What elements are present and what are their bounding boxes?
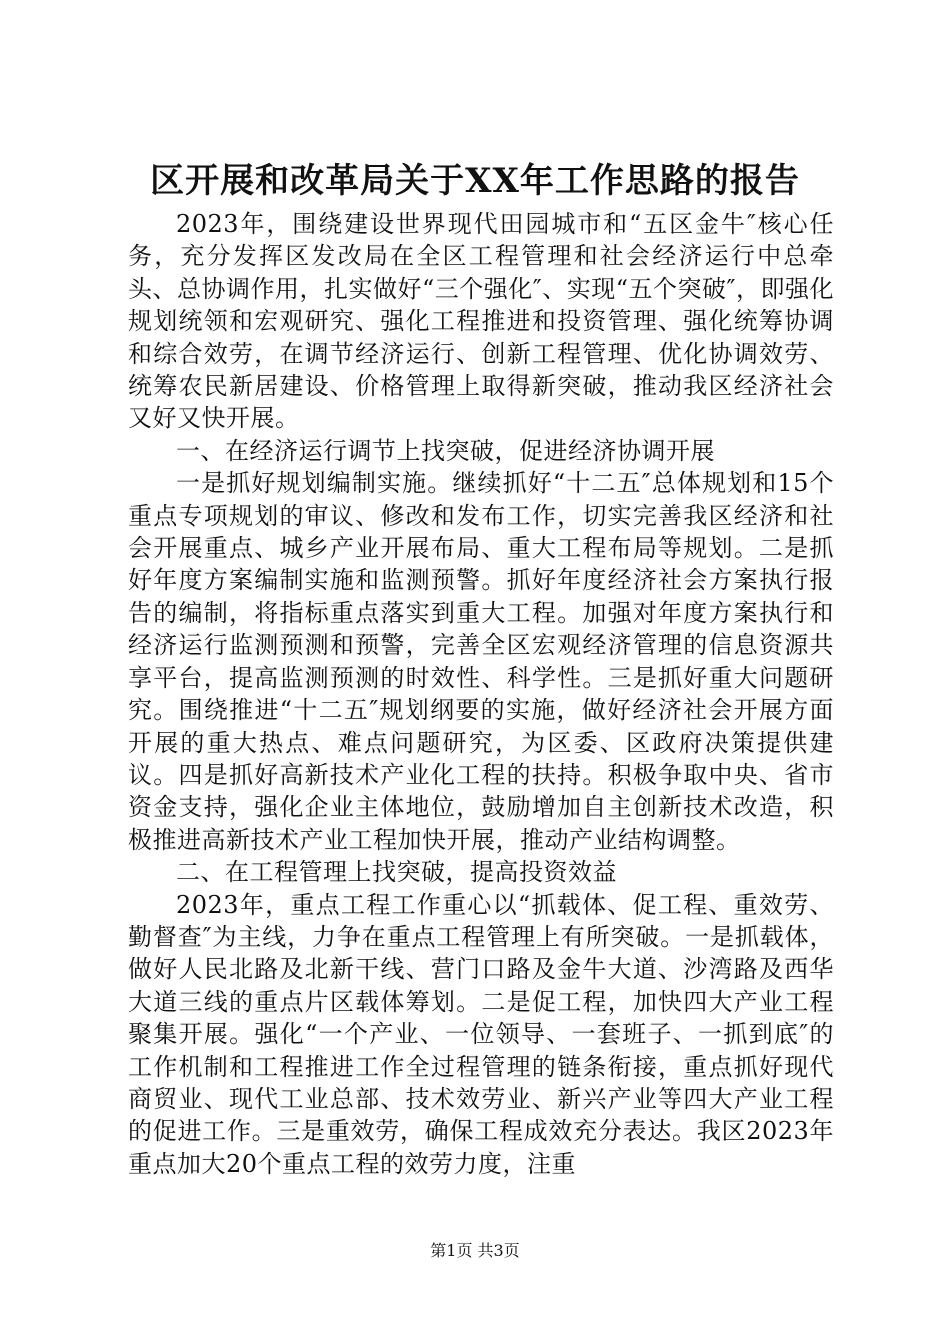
document-title: 区开展和改革局关于XX年工作思路的报告 [150, 161, 800, 201]
page-number-footer: 第1页 共3页 [430, 1241, 520, 1260]
intro-paragraph: 2023年，围绕建设世界现代田园城市和“五区金牛″核心任务，充分发挥区发改局在全区工程管理和社会经济运行中总牵头、总协调作用，扎实做好“三个强化″、实现“五个突破″，即强化规划统领和宏观研究、强化工程推进和投资管理、强化统筹协调和综合效劳，在调节经济运行、创新工程管理、优化协调效劳、统筹农民新居建设、价格管理上取得新突破，推动我区经济社会又好又快开展。 [128, 210, 834, 433]
section-2-paragraph: 2023年，重点工程工作重心以“抓载体、促工程、重效劳、勤督查″为主线，力争在重点工程管理上有所突破。一是抓载体，做好人民北路及北新干线、营门口路及金牛大道、沙湾路及西华大道三线的重点片区载体筹划。二是促工程，加快四大产业工程聚集开展。强化“一个产业、一位领导、一套班子、一抓到底″的工作机制和工程推进工作全过程管理的链条衔接，重点抓好现代商贸业、现代工业总部、技术效劳业、新兴产业等四大产业工程的促进工作。三是重效劳，确保工程成效充分表达。我区2023年重点加大20个重点工程的效劳力度，注重 [128, 890, 834, 1178]
section-1-paragraph: 一是抓好规划编制实施。继续抓好“十二五″总体规划和15个重点专项规划的审议、修改和发布工作，切实完善我区经济和社会开展重点、城乡产业开展布局、重大工程布局等规划。二是抓好年度方案编制实施和监测预警。抓好年度经济社会方案执行报告的编制，将指标重点落实到重大工程。加强对年度方案执行和经济运行监测预测和预警，完善全区宏观经济管理的信息资源共享平台，提高监测预测的时效性、科学性。三是抓好重大问题研究。围绕推进“十二五″规划纲要的实施，做好经济社会开展方面开展的重大热点、难点问题研究，为区委、区政府决策提供建议。四是抓好高新技术产业化工程的扶持。积极争取中央、省市资金支持，强化企业主体地位，鼓励增加自主创新技术改造，积极推进高新技术产业工程加快开展，推动产业结构调整。 [128, 469, 834, 854]
document-body [128, 208, 834, 1180]
section-heading-2: 二、在工程管理上找突破，提高投资效益 [176, 858, 617, 887]
section-heading-1: 一、在经济运行调节上找突破，促进经济协调开展 [176, 436, 715, 465]
